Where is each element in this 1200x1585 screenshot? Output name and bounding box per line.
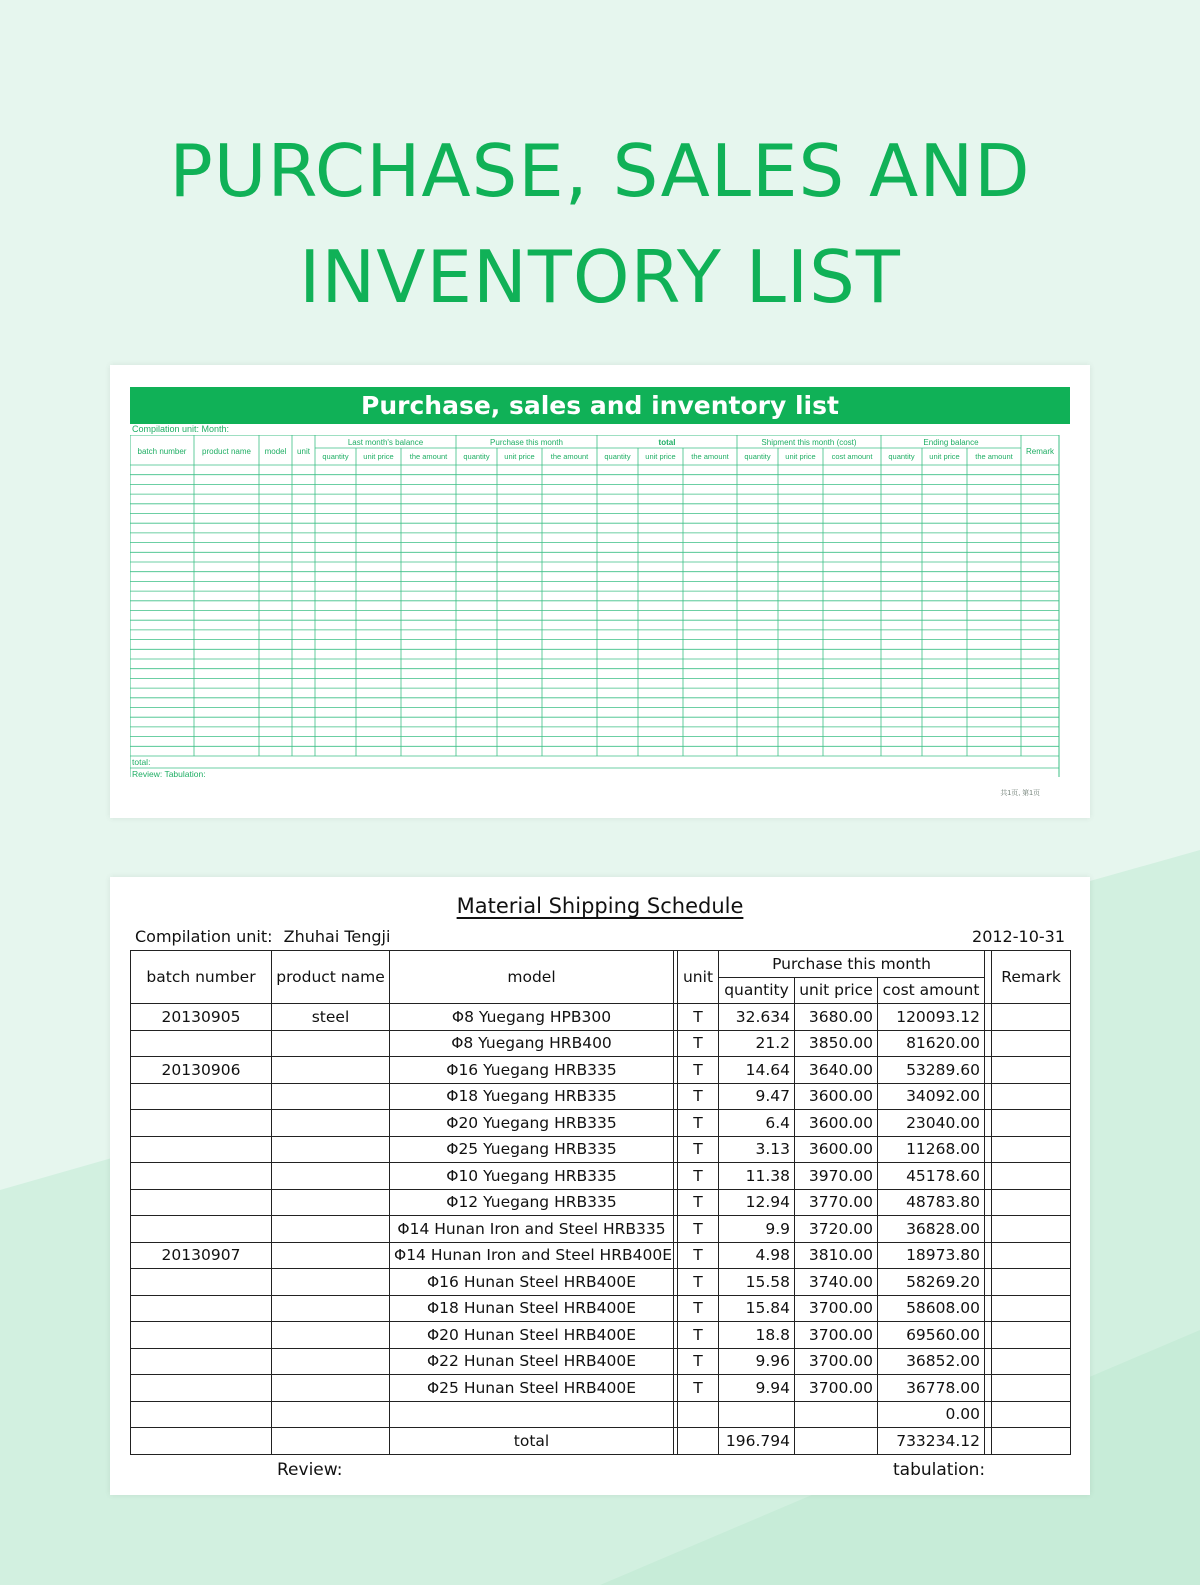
template-sheet-card [110,365,1090,818]
cell-model: Φ18 Yuegang HRB335 [390,1083,674,1110]
cell-unit-price: 3810.00 [795,1242,878,1269]
cell-product-name [272,1030,390,1057]
page-title-line-1: PURCHASE, SALES AND [169,129,1031,213]
cell-product-name [272,1401,390,1428]
template-header-3: unit [297,447,310,456]
template-group-header: total [658,438,676,447]
header-unit: unit [678,951,719,1004]
cell-batch-number: 20130907 [131,1242,272,1269]
cell-unit [678,1401,719,1428]
template-sheet-banner: Purchase, sales and inventory list [130,387,1070,424]
cell-remark [992,1030,1071,1057]
cell-spacer-2 [985,1216,992,1243]
cell-cost-amount: 0.00 [878,1401,985,1428]
cell-batch-number [131,1163,272,1190]
cell-cost-amount: 53289.60 [878,1057,985,1084]
cell-batch-number [131,1322,272,1349]
template-page-label: 共1页, 第1页 [1000,790,1040,797]
cell-spacer-2 [985,1163,992,1190]
table-row [131,1428,1071,1455]
cell-quantity: 18.8 [719,1322,795,1349]
cell-batch-number [131,1401,272,1428]
schedule-title: Material Shipping Schedule [456,894,744,918]
cell-spacer-2 [985,1189,992,1216]
cell-spacer-2 [985,1428,992,1455]
cell-batch-number [131,1189,272,1216]
cell-quantity: 4.98 [719,1242,795,1269]
table-row [131,1269,1071,1296]
cell-model: Φ20 Hunan Steel HRB400E [390,1322,674,1349]
template-subheader: unit price [929,452,960,461]
template-subheader: unit price [785,452,816,461]
cell-spacer-2 [985,1375,992,1402]
cell-spacer-2 [985,1030,992,1057]
cell-product-name [272,1189,390,1216]
cell-batch-number [131,1083,272,1110]
cell-model: Φ8 Yuegang HRB400 [390,1030,674,1057]
cell-unit: T [678,1189,719,1216]
cell-unit: T [678,1242,719,1269]
cell-remark [992,1110,1071,1137]
cell-remark [992,1401,1071,1428]
cell-quantity: 3.13 [719,1136,795,1163]
cell-product-name [272,1057,390,1084]
cell-remark [992,1136,1071,1163]
table-row [131,1322,1071,1349]
template-header-1: product name [202,447,251,456]
cell-product-name [272,1110,390,1137]
cell-unit-price: 3770.00 [795,1189,878,1216]
cell-cost-amount: 34092.00 [878,1083,985,1110]
cell-quantity: 11.38 [719,1163,795,1190]
cell-model: Φ10 Yuegang HRB335 [390,1163,674,1190]
cell-unit: T [678,1216,719,1243]
cell-remark [992,1216,1071,1243]
cell-product-name [272,1295,390,1322]
cell-cost-amount: 36852.00 [878,1348,985,1375]
cell-remark [992,1295,1071,1322]
template-subheader: unit price [363,452,394,461]
template-group-header: Ending balance [923,438,979,447]
header-model: model [390,951,674,1004]
cell-product-name [272,1083,390,1110]
cell-unit-price [795,1428,878,1455]
cell-quantity: 15.84 [719,1295,795,1322]
template-subheader: quantity [322,452,349,461]
template-subheader: the amount [550,452,589,461]
cell-product-name [272,1375,390,1402]
cell-product-name [272,1322,390,1349]
cell-model: Φ22 Hunan Steel HRB400E [390,1348,674,1375]
cell-unit: T [678,1136,719,1163]
schedule-table [130,950,1071,1455]
template-subheader: quantity [604,452,631,461]
template-review-label: Review: Tabulation: [132,769,206,777]
cell-batch-number [131,1030,272,1057]
cell-unit: T [678,1163,719,1190]
cell-remark [992,1242,1071,1269]
cell-spacer-2 [985,1136,992,1163]
cell-remark [992,1322,1071,1349]
cell-quantity: 21.2 [719,1030,795,1057]
cell-remark [992,1057,1071,1084]
cell-quantity: 6.4 [719,1110,795,1137]
cell-model: Φ8 Yuegang HPB300 [390,1004,674,1031]
cell-cost-amount: 36828.00 [878,1216,985,1243]
template-subheader: quantity [744,452,771,461]
cell-cost-amount: 733234.12 [878,1428,985,1455]
cell-quantity: 9.47 [719,1083,795,1110]
cell-unit-price: 3600.00 [795,1083,878,1110]
cell-product-name [272,1163,390,1190]
cell-product-name [272,1242,390,1269]
cell-unit-price: 3700.00 [795,1375,878,1402]
cell-remark [992,1189,1071,1216]
table-row [131,1030,1071,1057]
schedule-compilation [135,927,390,947]
template-subheader: the amount [975,452,1013,461]
cell-model: total [390,1428,674,1455]
table-row [131,1295,1071,1322]
table-row [131,1348,1071,1375]
cell-spacer-2 [985,1269,992,1296]
cell-cost-amount: 23040.00 [878,1110,985,1137]
cell-unit-price: 3700.00 [795,1322,878,1349]
cell-spacer-2 [985,1295,992,1322]
cell-batch-number: 20130905 [131,1004,272,1031]
cell-unit-price: 3640.00 [795,1057,878,1084]
page-title [0,118,1200,330]
cell-batch-number [131,1110,272,1137]
cell-cost-amount: 36778.00 [878,1375,985,1402]
cell-cost-amount: 48783.80 [878,1189,985,1216]
header-batch-number: batch number [131,951,272,1004]
template-total-label: total: [132,757,151,767]
cell-spacer-2 [985,1348,992,1375]
cell-cost-amount: 81620.00 [878,1030,985,1057]
compilation-value: Zhuhai Tengji [283,927,391,946]
table-row [131,1242,1071,1269]
cell-spacer-2 [985,1401,992,1428]
cell-unit-price: 3700.00 [795,1295,878,1322]
cell-model: Φ16 Hunan Steel HRB400E [390,1269,674,1296]
header-unit-price: unit price [795,977,878,1004]
cell-spacer-2 [985,1083,992,1110]
table-row [131,1136,1071,1163]
table-row [131,1216,1071,1243]
template-subheader: unit price [504,452,535,461]
cell-batch-number [131,1428,272,1455]
cell-unit: T [678,1375,719,1402]
review-label: Review: [277,1460,343,1480]
cell-cost-amount: 120093.12 [878,1004,985,1031]
cell-unit-price: 3600.00 [795,1110,878,1137]
cell-product-name [272,1136,390,1163]
cell-batch-number [131,1295,272,1322]
cell-quantity: 9.94 [719,1375,795,1402]
cell-product-name: steel [272,1004,390,1031]
schedule-date: 2012-10-31 [972,927,1065,946]
cell-model: Φ18 Hunan Steel HRB400E [390,1295,674,1322]
cell-remark [992,1083,1071,1110]
template-subheader: cost amount [831,452,873,461]
template-header-0: batch number [137,447,187,456]
cell-spacer-2 [985,1242,992,1269]
header-cost-amount: cost amount [878,977,985,1004]
page-title-line-2: INVENTORY LIST [299,235,901,319]
cell-unit-price: 3680.00 [795,1004,878,1031]
cell-quantity: 9.96 [719,1348,795,1375]
cell-unit-price: 3970.00 [795,1163,878,1190]
cell-batch-number [131,1216,272,1243]
template-subheader: unit price [645,452,676,461]
template-header-remark: Remark [1025,447,1055,456]
cell-batch-number: 20130906 [131,1057,272,1084]
cell-unit: T [678,1030,719,1057]
cell-remark [992,1428,1071,1455]
table-row [131,1401,1071,1428]
template-group-header: Purchase this month [490,438,563,447]
cell-unit: T [678,1269,719,1296]
cell-cost-amount: 69560.00 [878,1322,985,1349]
cell-spacer-2 [985,1322,992,1349]
cell-batch-number [131,1136,272,1163]
cell-quantity: 196.794 [719,1428,795,1455]
cell-spacer-2 [985,1057,992,1084]
cell-unit: T [678,1348,719,1375]
tabulation-label: tabulation: [893,1460,986,1480]
template-compilation-label: Compilation unit: Month: [132,424,230,434]
table-row [131,1004,1071,1031]
cell-batch-number [131,1348,272,1375]
cell-unit-price: 3600.00 [795,1136,878,1163]
cell-unit: T [678,1295,719,1322]
cell-product-name [272,1269,390,1296]
template-header-2: model [264,447,287,456]
cell-remark [992,1348,1071,1375]
header-product-name: product name [272,951,390,1004]
cell-unit-price: 3850.00 [795,1030,878,1057]
cell-unit-price: 3700.00 [795,1348,878,1375]
template-group-header: Last month's balance [347,438,424,447]
cell-quantity: 32.634 [719,1004,795,1031]
cell-remark [992,1004,1071,1031]
cell-batch-number [131,1269,272,1296]
cell-unit: T [678,1057,719,1084]
header-spacer-2 [985,951,992,1004]
cell-unit: T [678,1322,719,1349]
template-subheader: quantity [888,452,915,461]
table-row [131,1163,1071,1190]
template-sheet-grid [130,435,1070,777]
cell-product-name [272,1216,390,1243]
cell-spacer-2 [985,1110,992,1137]
header-purchase-this-month: Purchase this month [719,951,985,978]
template-subheader: quantity [463,452,490,461]
cell-quantity: 15.58 [719,1269,795,1296]
table-row [131,1375,1071,1402]
cell-model: Φ16 Yuegang HRB335 [390,1057,674,1084]
cell-quantity: 9.9 [719,1216,795,1243]
cell-unit [678,1428,719,1455]
cell-cost-amount: 11268.00 [878,1136,985,1163]
template-group-header: Shipment this month (cost) [761,438,857,447]
cell-cost-amount: 58269.20 [878,1269,985,1296]
cell-product-name [272,1428,390,1455]
cell-cost-amount: 45178.60 [878,1163,985,1190]
cell-unit-price: 3720.00 [795,1216,878,1243]
cell-unit-price [795,1401,878,1428]
cell-remark [992,1163,1071,1190]
cell-spacer-2 [985,1004,992,1031]
cell-model: Φ12 Yuegang HRB335 [390,1189,674,1216]
cell-cost-amount: 58608.00 [878,1295,985,1322]
header-remark: Remark [992,951,1071,1004]
cell-remark [992,1375,1071,1402]
shipping-schedule-card [110,877,1090,1495]
cell-unit: T [678,1110,719,1137]
cell-model: Φ25 Hunan Steel HRB400E [390,1375,674,1402]
cell-quantity [719,1401,795,1428]
template-subheader: the amount [691,452,729,461]
header-quantity: quantity [719,977,795,1004]
cell-remark [992,1269,1071,1296]
cell-model: Φ14 Hunan Iron and Steel HRB335 [390,1216,674,1243]
cell-model: Φ25 Yuegang HRB335 [390,1136,674,1163]
cell-cost-amount: 18973.80 [878,1242,985,1269]
table-row [131,1057,1071,1084]
cell-model: Φ20 Yuegang HRB335 [390,1110,674,1137]
cell-quantity: 12.94 [719,1189,795,1216]
cell-model: Φ14 Hunan Iron and Steel HRB400E [390,1242,674,1269]
cell-unit: T [678,1004,719,1031]
cell-quantity: 14.64 [719,1057,795,1084]
cell-batch-number [131,1375,272,1402]
cell-product-name [272,1348,390,1375]
cell-unit-price: 3740.00 [795,1269,878,1296]
table-row [131,1189,1071,1216]
table-row [131,1083,1071,1110]
cell-model [390,1401,674,1428]
cell-unit: T [678,1083,719,1110]
template-subheader: the amount [409,452,448,461]
compilation-label: Compilation unit: [135,927,273,946]
table-row [131,1110,1071,1137]
